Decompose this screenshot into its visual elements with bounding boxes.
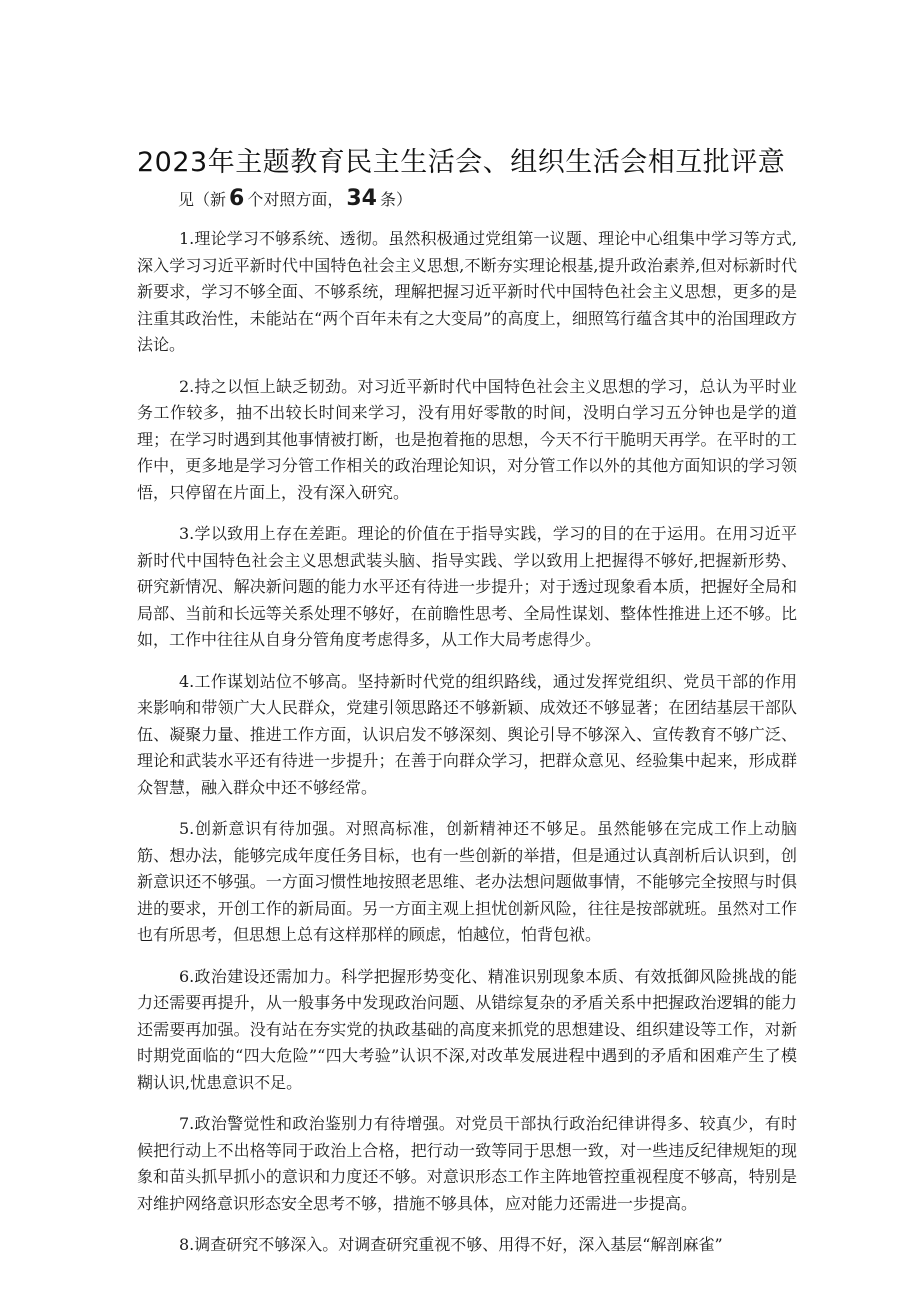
title-count-items: 34 <box>346 186 377 211</box>
document-title: 2023年主题教育民主生活会、组织生活会相互批评意 <box>137 147 786 178</box>
paragraph-7: 7.政治警觉性和政治鉴别力有待增强。对党员干部执行政治纪律讲得多、较真少，有时候把行动上不出格等同于政治上合格，把行动一致等同于思想一致，对一些违反纪律规矩的现象和苗头抓早抓小的意识和力度还不够。对意识形态工作主阵地管控重视程度不够高，特别是对维护网络意识形态安全思考不够，措施不够具体，应对能力还需进一步提高。 <box>137 1114 797 1213</box>
paragraph-4: 4.工作谋划站位不够高。坚持新时代党的组织路线，通过发挥党组织、党员干部的作用来影响和带领广大人民群众，党建引领思路还不够新颖、成效还不够显著；在团结基层干部队伍、凝聚力量、推进工作方面，认识启发不够深刻、舆论引导不够深入、宣传教育不够广泛、理论和武装水平还有待进一步提升；在善于向群众学习，把群众意见、经验集中起来，形成群众智慧，融入群众中还不够经常。 <box>137 671 797 797</box>
paragraph-6: 6.政治建设还需加力。科学把握形势变化、精准识别现象本质、有效抵御风险挑战的能力还需要再提升，从一般事务中发现政治问题、从错综复杂的矛盾关系中把握政治逻辑的能力还需要再加强。没有站在夯实党的执政基础的高度来抓党的思想建设、组织建设等工作，对新时期党面临的“四大危险”“四大考验”认识不深,对改革发展进程中遇到的矛盾和困难产生了模糊认识,忧患意识不足。 <box>137 966 797 1092</box>
paragraph-3: 3.学以致用上存在差距。理论的价值在于指导实践，学习的目的在于运用。在用习近平新时代中国特色社会主义思想武装头脑、指导实践、学以致用上把握得不够好,把握新形势、研究新情况、解决新问题的能力水平还有待进一步提升；对于透过现象看本质，把握好全局和局部、当前和长远等关系处理不够好，在前瞻性思考、全局性谋划、整体性推进上还不够。比如，工作中往往从自身分管角度考虑得多，从工作大局考虑得少。 <box>137 524 797 649</box>
paragraph-5: 5.创新意识有待加强。对照高标准，创新精神还不够足。虽然能够在完成工作上动脑筋、想办法，能够完成年度任务目标，也有一些创新的举措，但是通过认真剖析后认识到，创新意识还不够强。一方面习惯性地按照老思维、老办法想问题做事情，不能够完全按照与时俱进的要求，开创工作的新局面。另一方面主观上担忧创新风险，往往是按部就班。虽然对工作也有所思考，但思想上总有这样那样的顾虑，怕越位，怕背包袱。 <box>137 819 797 944</box>
paragraph-8: 8.调查研究不够深入。对调查研究重视不够、用得不好，深入基层“解剖麻雀” <box>179 1235 723 1254</box>
title-suffix: 条） <box>379 190 412 209</box>
paragraph-1: 1.理论学习不够系统、透彻。虽然积极通过党组第一议题、理论中心组集中学习等方式,深入学习习近平新时代中国特色社会主义思想,不断夯实理论根基,提升政治素养,但对标新时代新要求，学习不够全面、不够系统，理解把握习近平新时代中国特色社会主义思想，更多的是注重其政治性，未能站在“两个百年未有之大变局”的高度上，细照笃行蕴含其中的治国理政方法论。 <box>137 229 797 354</box>
document-title-continuation <box>178 186 412 211</box>
title-prefix: 见（新 <box>178 190 227 209</box>
title-count-aspects: 6 <box>229 186 245 211</box>
title-mid: 个对照方面， <box>247 190 344 209</box>
document-body <box>137 226 797 1274</box>
paragraph-2: 2.持之以恒上缺乏韧劲。对习近平新时代中国特色社会主义思想的学习，总认为平时业务工作较多，抽不出较长时间来学习，没有用好零散的时间，没明白学习五分钟也是学的道理；在学习时遇到其他事情被打断，也是抱着拖的思想，今天不行干脆明天再学。在平时的工作中，更多地是学习分管工作相关的政治理论知识，对分管工作以外的其他方面知识的学习领悟，只停留在片面上，没有深入研究。 <box>137 376 797 502</box>
